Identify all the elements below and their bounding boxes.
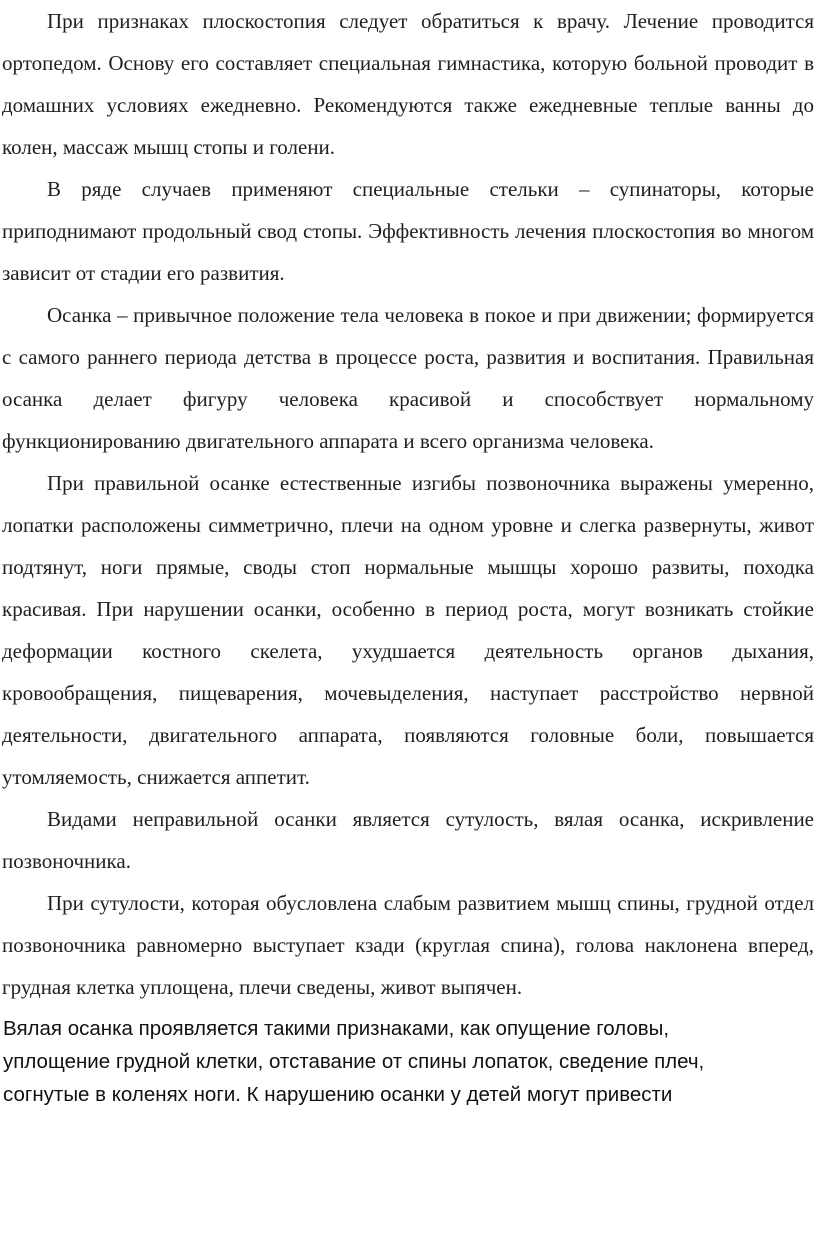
paragraph-posture-definition: Осанка – привычное положение тела человека в покое и при движении; формируется с самого раннего периода детства в процессе роста, развития и воспитания. Правильная осанка делает фигуру человека красивой и способствует нормальному функционированию двигательного аппарата и всего организма человека.: [2, 303, 814, 453]
paragraph-correct-posture: При правильной осанке естественные изгибы позвоночника выражены умеренно, лопатки расположены симметрично, плечи на одном уровне и слегка развернуты, живот подтянут, ноги прямые, своды стоп нормальные мышцы хорошо развиты, походка красивая. При нарушении осанки, особенно в период роста, могут возникать стойкие деформации костного скелета, ухудшается деятельность органов дыхания, кровообращения, пищеварения, мочевыделения, наступает расстройство нервной деятельности, двигательного аппарата, появляются головные боли, повышается утомляемость, снижается аппетит.: [2, 471, 814, 789]
paragraph-insoles: В ряде случаев применяют специальные стельки – супинаторы, которые приподнимают продольный свод стопы. Эффективность лечения плоскостопия во многом зависит от стадии его развития.: [2, 177, 814, 285]
document-body: [2, 0, 814, 1008]
paragraph-flatfoot-treatment: При признаках плоскостопия следует обратиться к врачу. Лечение проводится ортопедом. Основу его составляет специальная гимнастика, которую больной проводит в домашних условиях ежедневно. Рекомендуются также ежедневные теплые ванны до колен, массаж мышц стопы и голени.: [2, 9, 814, 159]
paragraph-sluggish-posture: Вялая осанка проявляется такими признаками, как опущение головы, уплощение грудной клетки, отставание от спины лопаток, сведение плеч, согнутые в коленях ноги. К нарушению осанки у детей могут привести: [3, 1017, 705, 1106]
paragraph-posture-types: Видами неправильной осанки является сутулость, вялая осанка, искривление позвоночника.: [2, 807, 814, 873]
paragraph-stoop: При сутулости, которая обусловлена слабым развитием мышц спины, грудной отдел позвоночника равномерно выступает кзади (круглая спина), голова наклонена вперед, грудная клетка уплощена, плечи сведены, живот выпячен.: [2, 891, 814, 999]
